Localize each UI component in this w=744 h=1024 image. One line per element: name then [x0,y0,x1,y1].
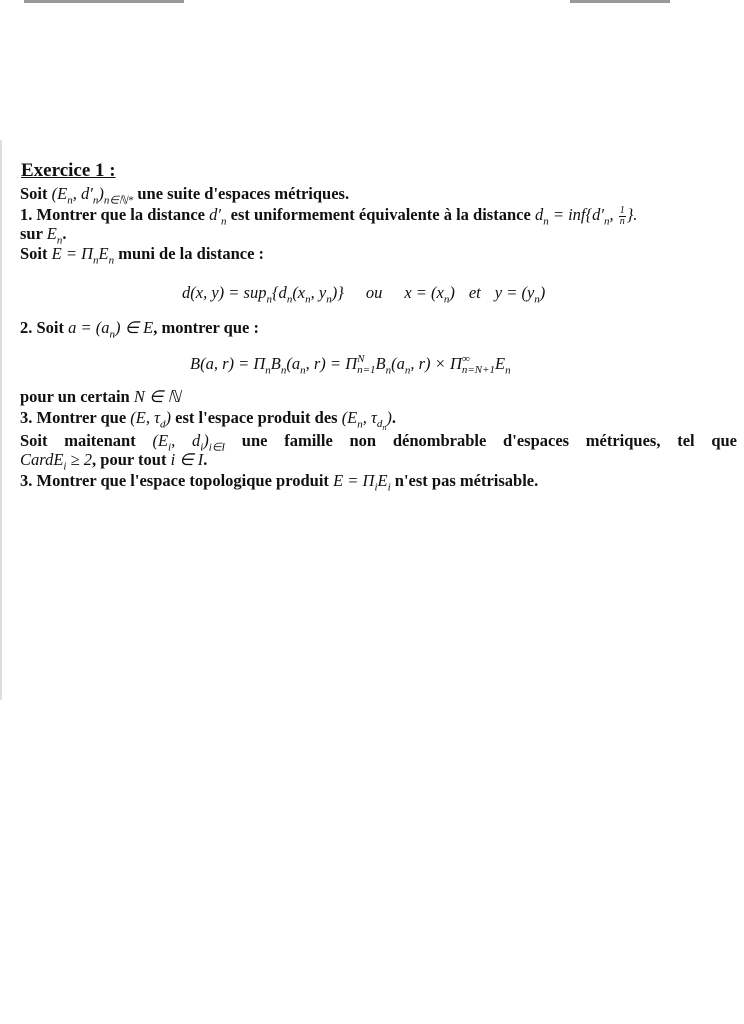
intro-line: Soit ($E_n$, $d'_n)_{n\in ℕ*}$ une suite d'espaces métriques. [20,184,350,207]
distance-formula: d(x, $y) = sup_n\{d_n(x_n$, $y_n$)} ou $x = (x_n)$ et $y = (y_n)$ [182,283,546,306]
product-definition-line: Soit $E = \Pi_nE_n$ muni de la distance : [20,244,265,267]
question-1-line: 1. Montrer que la distance $d'_n$ est uniformement équivalente à la distance $d_n = inf\{d'_n$, $\frac{1}{n}$ }. [20,204,638,228]
pour-un-certain-line: pour un certain N ∈ ℕ [20,387,181,406]
question-2-line: 2. Soit $a = (a_n)$ ∈ E, montrer que : [20,318,259,341]
family-line: Soit maitenant ($E_i$, $d_i)_{i\in I}$ une famille non dénombrable d'espaces métriques, tel que [20,431,738,454]
scan-margin-mark [0,140,2,700]
question-4-line: 3. Montrer que l'espace topologique produit $E = \Pi_iE_i$ n'est pas métrisable. [20,471,539,494]
question-3-line: 3. Montrer que (E, $\tau_d$) est l'espace produit des ($E_n$, $\tau_{d_n}$). [20,408,397,433]
question-1-continuation: sur $E_n$. [20,224,67,247]
fraction-one-over-n: $\frac{1}{n}$ [619,204,625,227]
cardinality-line: CardE$_i$ ≥ 2, pour tout i ∈ I. [20,450,208,473]
scan-header-mark-right [570,0,670,3]
exercise-title: Exercice 1 : [21,160,116,181]
ball-product-formula: B(a, $r) = \Pi_nB_n(a_n$, r) = Π N n=1 $B_n(a_n$, r) × Π ∞ n=N+1 $E_n$ [190,353,511,377]
scan-header-mark-left [24,0,184,3]
